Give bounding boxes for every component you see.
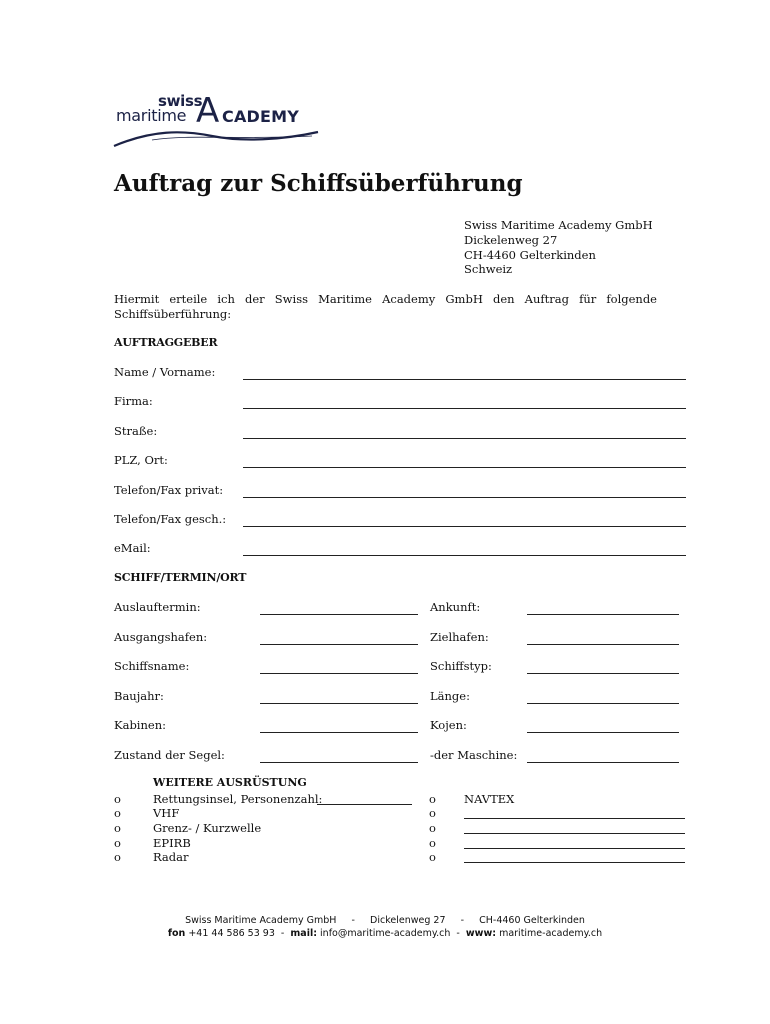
field-name — [114, 365, 686, 381]
footer-fon: +41 44 586 53 93 - — [185, 928, 291, 939]
input-line[interactable] — [464, 848, 685, 849]
input-line[interactable] — [464, 818, 685, 819]
address-line: CH-4460 Gelterkinden — [464, 247, 596, 262]
equipment-item — [114, 806, 414, 821]
input-line[interactable] — [243, 438, 686, 439]
field-strasse — [114, 424, 686, 440]
input-line[interactable] — [527, 732, 679, 733]
intro-line-2: Schiffsüberführung: — [114, 307, 232, 321]
input-line[interactable] — [243, 467, 686, 468]
field-telefon-geschaeft — [114, 512, 686, 528]
equipment-label: VHF — [153, 806, 180, 820]
input-line[interactable] — [260, 644, 418, 645]
bullet-icon: o — [114, 850, 121, 864]
footer-www-link[interactable]: maritime-academy.ch — [496, 928, 603, 939]
address-line: Dickelenweg 27 — [464, 232, 558, 247]
input-line[interactable] — [527, 762, 679, 763]
field-label: Länge: — [430, 689, 470, 703]
input-line[interactable] — [243, 379, 686, 380]
equipment-item — [429, 792, 686, 807]
field-label: Schiffstyp: — [430, 659, 492, 673]
bullet-icon: o — [429, 792, 436, 806]
field-label: Baujahr: — [114, 689, 164, 703]
field-telefon-privat — [114, 483, 686, 499]
logo-wave-icon — [112, 128, 320, 150]
field-email — [114, 541, 686, 557]
field-label: Ausgangshafen: — [114, 630, 208, 644]
equipment-item — [114, 792, 414, 807]
field-label: Straße: — [114, 424, 158, 438]
field-label: Zustand der Segel: — [114, 748, 225, 762]
equipment-item — [114, 821, 414, 836]
input-line[interactable] — [317, 804, 412, 805]
footer-mail-label: mail: — [290, 928, 318, 939]
schiff-row — [114, 659, 686, 675]
address-line: Schweiz — [464, 262, 513, 277]
schiff-row — [114, 600, 686, 616]
input-line[interactable] — [260, 732, 418, 733]
footer-www-label: www: — [465, 928, 497, 939]
footer-fon-label: fon — [167, 928, 186, 939]
bullet-icon: o — [114, 806, 121, 820]
bullet-icon: o — [429, 821, 436, 835]
schiff-row — [114, 748, 686, 764]
address-line: Swiss Maritime Academy GmbH — [464, 218, 653, 232]
equipment-label: Grenz- / Kurzwelle — [153, 821, 262, 835]
input-line[interactable] — [527, 644, 679, 645]
field-plz-ort — [114, 453, 686, 469]
schiff-row — [114, 718, 686, 734]
bullet-icon: o — [429, 806, 436, 820]
input-line[interactable] — [464, 833, 685, 834]
equipment-label: EPIRB — [153, 836, 191, 850]
recipient-address — [464, 218, 653, 277]
input-line[interactable] — [243, 526, 686, 527]
field-label: eMail: — [114, 541, 151, 555]
input-line[interactable] — [260, 673, 418, 674]
field-label: -der Maschine: — [430, 748, 518, 762]
field-label: Firma: — [114, 394, 153, 408]
schiff-row — [114, 689, 686, 705]
input-line[interactable] — [260, 762, 418, 763]
input-line[interactable] — [527, 673, 679, 674]
field-label: Telefon/Fax gesch.: — [114, 512, 227, 526]
bullet-icon: o — [429, 850, 436, 864]
field-label: PLZ, Ort: — [114, 453, 168, 467]
bullet-icon: o — [114, 821, 121, 835]
company-logo — [112, 92, 320, 154]
field-label: Name / Vorname: — [114, 365, 216, 379]
intro-line-1: Hiermit erteile ich der Swiss Maritime Academy GmbH den Auftrag für folgende — [114, 292, 657, 306]
logo-cademy-text: CADEMY — [222, 107, 300, 126]
bullet-icon: o — [429, 836, 436, 850]
bullet-icon: o — [114, 836, 121, 850]
field-label: Auslauftermin: — [114, 600, 201, 614]
input-line[interactable] — [243, 408, 686, 409]
bullet-icon: o — [114, 792, 121, 806]
equipment-label: NAVTEX — [464, 792, 515, 806]
input-line[interactable] — [527, 703, 679, 704]
input-line[interactable] — [527, 614, 679, 615]
section-schiff-heading: SCHIFF/TERMIN/ORT — [114, 571, 247, 584]
footer-address: Swiss Maritime Academy GmbH - Dickelenweg 27 - CH-4460 Gelterkinden — [185, 915, 585, 926]
field-label: Schiffsname: — [114, 659, 190, 673]
equipment-item — [429, 850, 686, 865]
field-label: Zielhafen: — [430, 630, 489, 644]
equipment-item — [429, 836, 686, 851]
field-label: Telefon/Fax privat: — [114, 483, 224, 497]
logo-maritime-text: maritime — [116, 106, 187, 125]
logo-swiss-text: swiss — [158, 92, 203, 110]
input-line[interactable] — [260, 703, 418, 704]
equipment-item — [114, 850, 414, 865]
equipment-item — [114, 836, 414, 851]
field-label: Ankunft: — [430, 600, 481, 614]
input-line[interactable] — [260, 614, 418, 615]
footer-contact — [0, 928, 770, 939]
logo-big-a: A — [196, 91, 220, 131]
equipment-label: Radar — [153, 850, 189, 864]
footer-mail-link[interactable]: info@maritime-academy.ch - — [317, 928, 466, 939]
equipment-item — [429, 821, 686, 836]
page-title: Auftrag zur Schiffsüberführung — [114, 170, 523, 197]
section-auftraggeber-heading: AUFTRAGGEBER — [114, 336, 218, 349]
field-firma — [114, 394, 686, 410]
input-line[interactable] — [464, 862, 685, 863]
field-label: Kojen: — [430, 718, 467, 732]
section-ausruestung-heading: WEITERE AUSRÜSTUNG — [153, 776, 307, 789]
input-line[interactable] — [243, 555, 686, 556]
input-line[interactable] — [243, 497, 686, 498]
equipment-label: Rettungsinsel, Personenzahl: — [153, 792, 323, 806]
schiff-row — [114, 630, 686, 646]
equipment-item — [429, 806, 686, 821]
field-label: Kabinen: — [114, 718, 166, 732]
